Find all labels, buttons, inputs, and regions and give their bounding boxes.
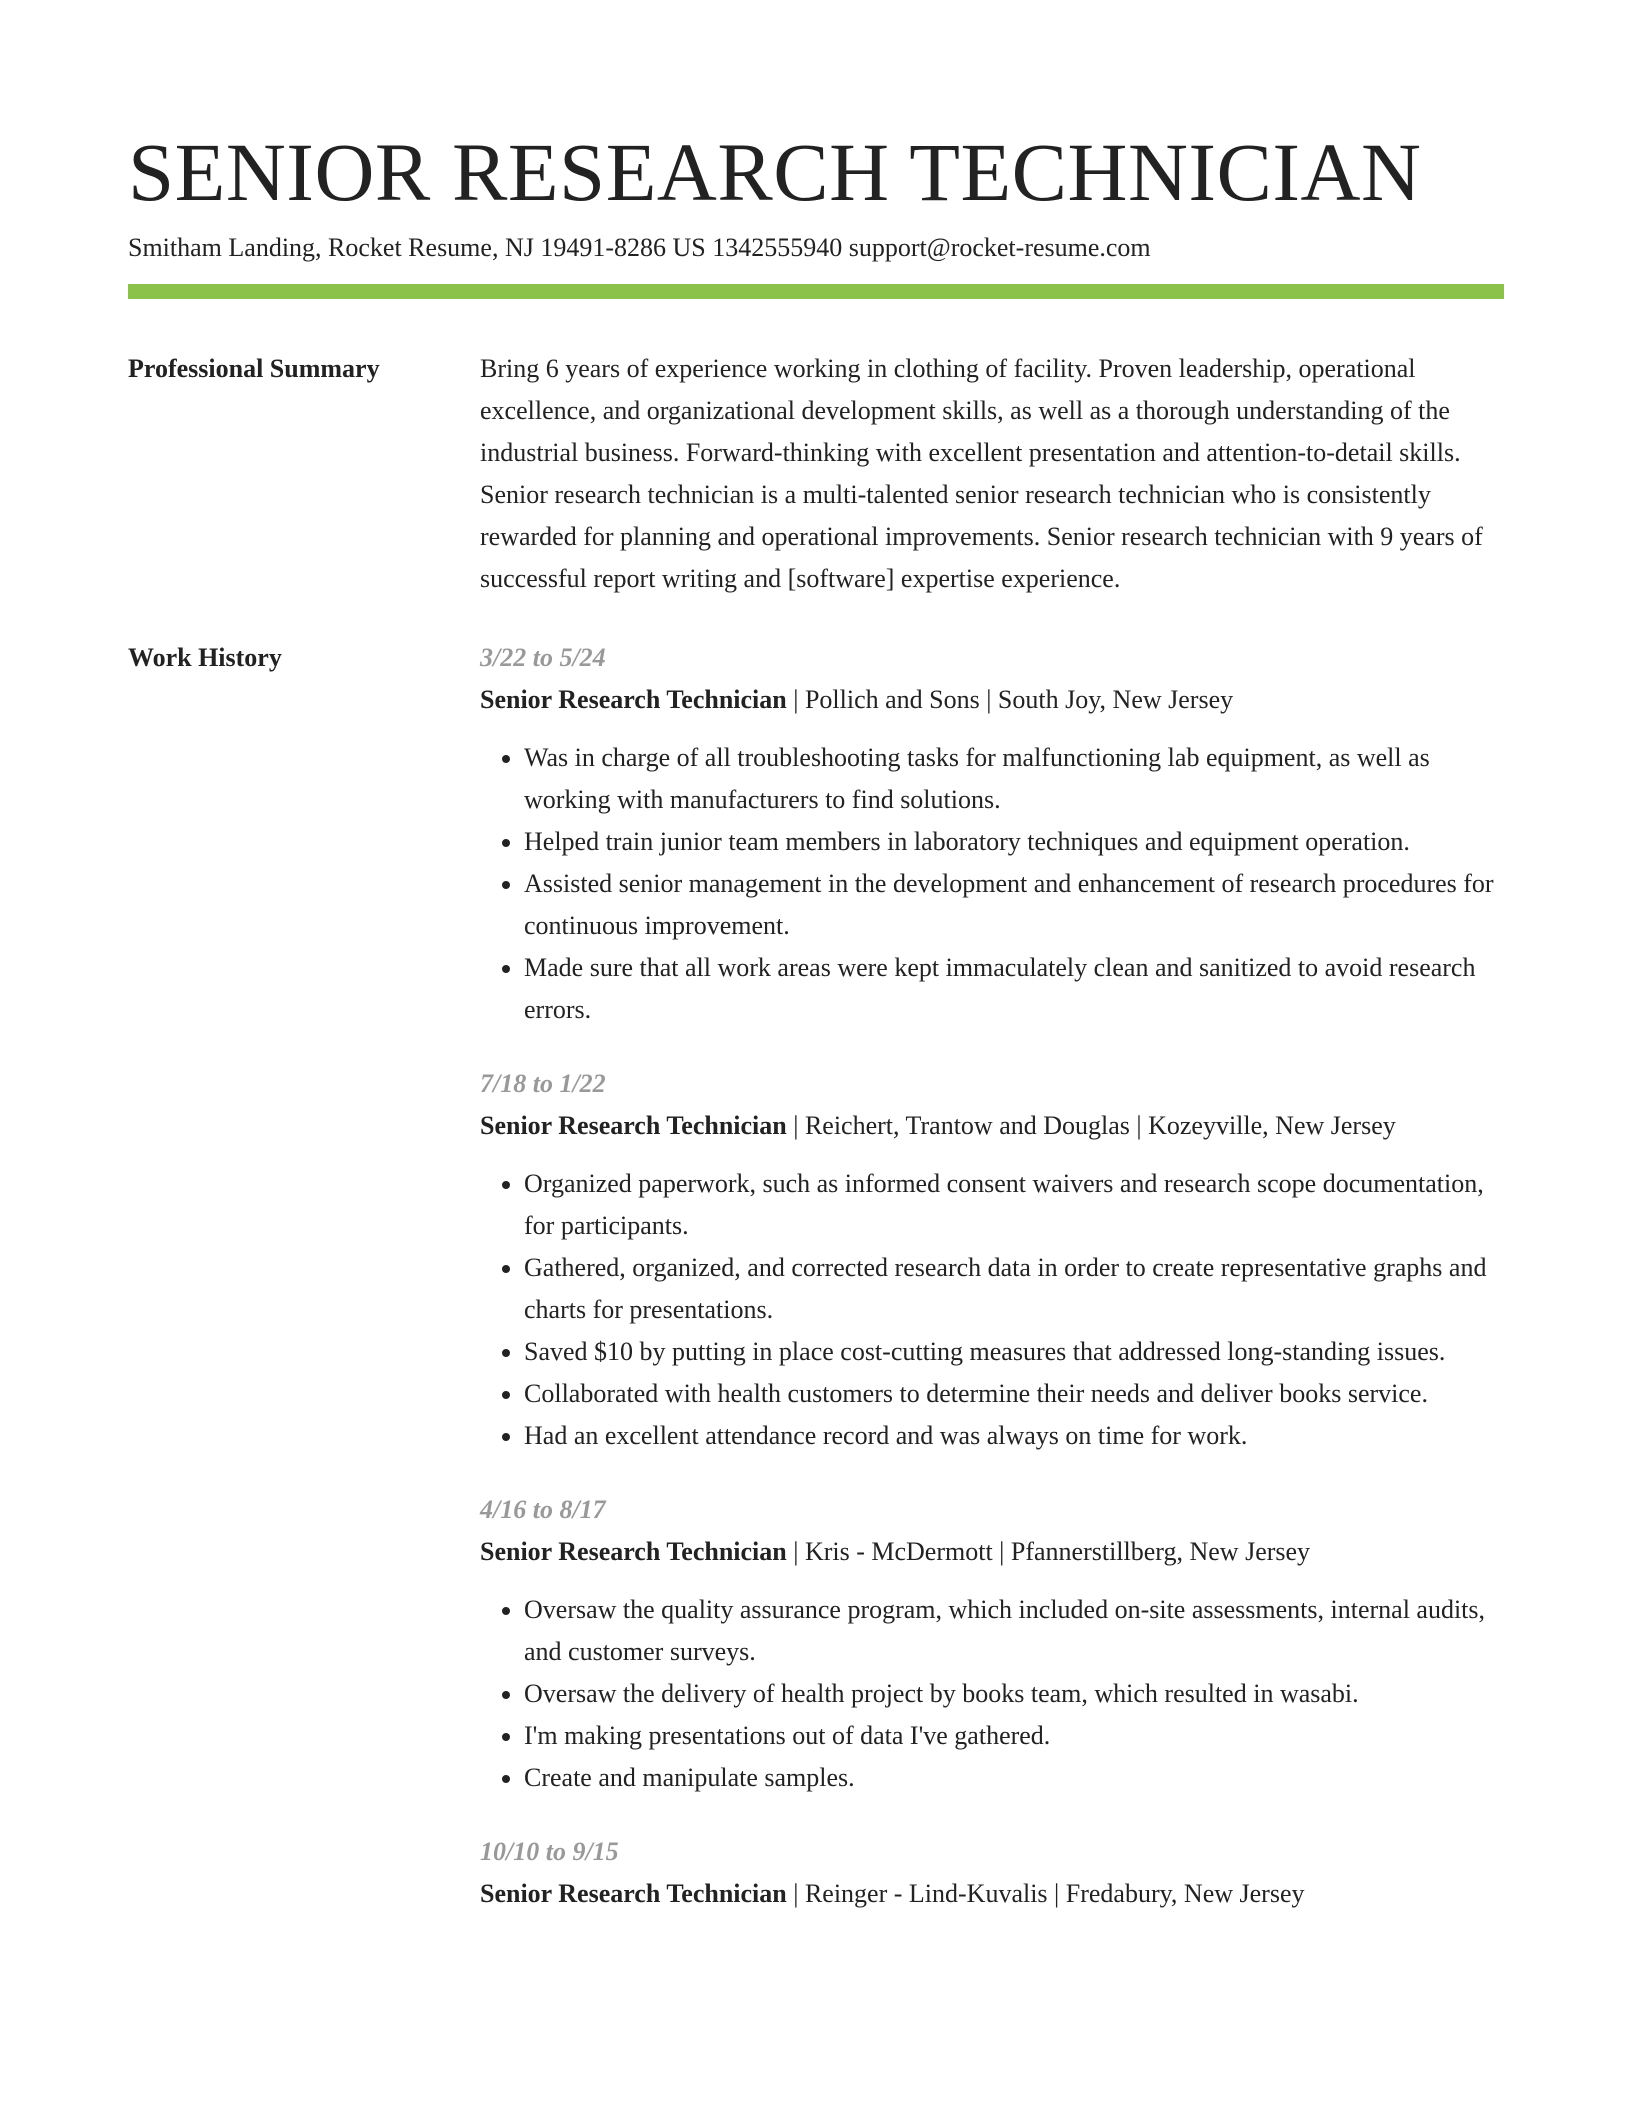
job-heading bbox=[480, 679, 1504, 721]
job-employer-location: | Pollich and Sons | South Joy, New Jersey bbox=[786, 685, 1234, 714]
contact-phone: 1342555940 bbox=[712, 233, 843, 262]
job-employer-location: | Kris - McDermott | Pfannerstillberg, New Jersey bbox=[786, 1537, 1311, 1566]
job-entry bbox=[480, 637, 1504, 1031]
job-employer-location: | Reinger - Lind-Kuvalis | Fredabury, New Jersey bbox=[786, 1879, 1305, 1908]
work-history-label: Work History bbox=[128, 643, 282, 672]
summary-content bbox=[480, 348, 1504, 600]
job-bullet: • Saved $10 by putting in place cost-cutting measures that addressed long-standing issues. bbox=[524, 1331, 1504, 1373]
job-bullet: • Create and manipulate samples. bbox=[524, 1757, 1504, 1799]
contact-email: support@rocket-resume.com bbox=[848, 233, 1151, 262]
job-bullet-list bbox=[480, 737, 1504, 1031]
job-bullet: • I'm making presentations out of data I've gathered. bbox=[524, 1715, 1504, 1757]
job-heading bbox=[480, 1105, 1504, 1147]
resume-name: SENIOR RESEARCH TECHNICIAN bbox=[128, 126, 1422, 218]
job-dates: 10/10 to 9/15 bbox=[480, 1837, 619, 1866]
summary-text: Bring 6 years of experience working in clothing of facility. Proven leadership, operational excellence, and organizational development skills, as well as a thorough understanding of the industrial business. Forward-thinking with excellent presentation and attention-to-detail skills. Senior research technician is a multi-talented senior research technician who is consistently rewarded for planning and operational improvements. Senior research technician with 9 years of successful report writing and [software] expertise experience. bbox=[480, 354, 1483, 593]
job-bullet: • Helped train junior team members in laboratory techniques and equipment operation. bbox=[524, 821, 1504, 863]
work-history-section bbox=[128, 637, 1504, 1947]
work-history-content bbox=[480, 637, 1504, 1947]
job-bullet: • Oversaw the delivery of health project by books team, which resulted in wasabi. bbox=[524, 1673, 1504, 1715]
job-heading bbox=[480, 1531, 1504, 1573]
job-bullet: • Gathered, organized, and corrected research data in order to create representative graphs and charts for presentations. bbox=[524, 1247, 1504, 1331]
contact-address: Smitham Landing, Rocket Resume, NJ 19491-8286 US bbox=[128, 233, 706, 262]
job-title: Senior Research Technician bbox=[480, 685, 787, 714]
job-entry bbox=[480, 1489, 1504, 1799]
job-title: Senior Research Technician bbox=[480, 1879, 787, 1908]
contact-line bbox=[128, 232, 1504, 264]
job-bullet: • Made sure that all work areas were kept immaculately clean and sanitized to avoid research errors. bbox=[524, 947, 1504, 1031]
job-bullet-list bbox=[480, 1163, 1504, 1457]
job-dates: 4/16 to 8/17 bbox=[480, 1495, 606, 1524]
resume-page bbox=[128, 0, 1504, 1947]
job-entry bbox=[480, 1063, 1504, 1457]
job-title: Senior Research Technician bbox=[480, 1537, 787, 1566]
job-dates: 3/22 to 5/24 bbox=[480, 643, 606, 672]
header-divider bbox=[128, 284, 1504, 299]
job-bullet-list bbox=[480, 1589, 1504, 1799]
job-bullet: • Organized paperwork, such as informed consent waivers and research scope documentation, for participants. bbox=[524, 1163, 1504, 1247]
job-title: Senior Research Technician bbox=[480, 1111, 787, 1140]
job-bullet: • Collaborated with health customers to determine their needs and deliver books service. bbox=[524, 1373, 1504, 1415]
job-heading bbox=[480, 1873, 1504, 1915]
job-bullet: • Assisted senior management in the development and enhancement of research procedures for continuous improvement. bbox=[524, 863, 1504, 947]
job-dates: 7/18 to 1/22 bbox=[480, 1069, 606, 1098]
job-bullet: • Had an excellent attendance record and was always on time for work. bbox=[524, 1415, 1504, 1457]
summary-section bbox=[128, 348, 1504, 600]
job-bullet: • Was in charge of all troubleshooting tasks for malfunctioning lab equipment, as well as working with manufacturers to find solutions. bbox=[524, 737, 1504, 821]
job-entry bbox=[480, 1831, 1504, 1915]
job-bullet: • Oversaw the quality assurance program, which included on-site assessments, internal audits, and customer surveys. bbox=[524, 1589, 1504, 1673]
job-employer-location: | Reichert, Trantow and Douglas | Kozeyville, New Jersey bbox=[786, 1111, 1396, 1140]
summary-label: Professional Summary bbox=[128, 354, 380, 383]
